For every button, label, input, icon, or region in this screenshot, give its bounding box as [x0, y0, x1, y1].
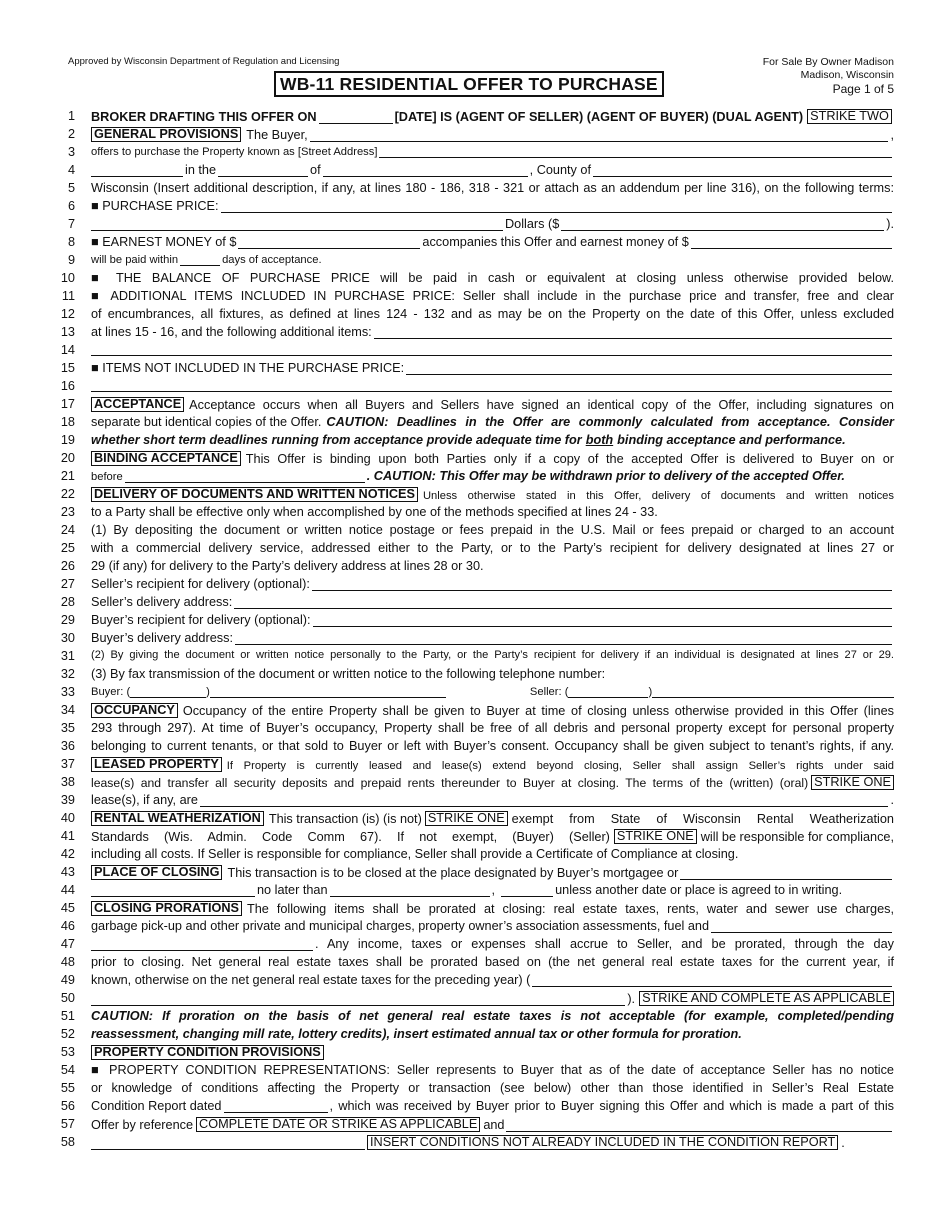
form-line-54: [0, 1062, 950, 1080]
line-text: This transaction is to be closed at the place designated by Buyer’s mortgagee or: [227, 866, 679, 880]
line-text: known, otherwise on the net general real estate taxes for the preceding year) (: [91, 973, 531, 987]
line-text: , which was received by Buyer prior to Buyer signing this Offer and which is made a part of this: [329, 1099, 894, 1113]
proration-items-field[interactable]: [711, 920, 892, 933]
line-number: 57: [60, 1117, 75, 1131]
line-number: 10: [60, 271, 75, 285]
municipality-type-field[interactable]: [91, 164, 183, 177]
section-heading: GENERAL PROVISIONS: [91, 127, 241, 142]
line-text: Seller’s delivery address:: [91, 595, 233, 609]
earnest-days-field[interactable]: [180, 253, 220, 266]
caution-text: binding acceptance and performance.: [617, 433, 846, 447]
form-title: WB-11 RESIDENTIAL OFFER TO PURCHASE: [274, 71, 664, 97]
form-line-30: [0, 630, 950, 648]
form-line-42: [0, 846, 950, 864]
buyer-name-field[interactable]: [310, 129, 889, 142]
line-text: .: [890, 793, 894, 807]
line-text: (2) By giving the document or written notice personally to the Party, or the Party’s recipient for delivery if an individual is designated at lines 27 or 29.: [91, 649, 894, 661]
line-text: The following items shall be prorated at closing: real estate taxes, rents, water and sewer use charges,: [246, 902, 894, 916]
form-line-7: [0, 216, 950, 234]
form-line-43: [0, 864, 950, 882]
form-line-13: [0, 324, 950, 342]
closing-place-field-2[interactable]: [91, 884, 255, 897]
buyer-fax-area-field[interactable]: [130, 685, 206, 698]
line-number: 22: [60, 487, 75, 501]
form-line-39: [0, 792, 950, 810]
line-text: Wisconsin (Insert additional description, if any, at lines 180 - 186, 318 - 321 or attach as an addendum per line 316), on the following terms:: [91, 181, 894, 195]
form-line-45: [0, 900, 950, 918]
line-text: belonging to current tenants, or that sold to Buyer or left with Buyer’s consent. Occupancy shall be given subject to tenant’s rights, if any.: [91, 739, 894, 753]
form-line-28: [0, 594, 950, 612]
form-line-53: [0, 1044, 950, 1062]
line-text: lease(s) and transfer all security deposits and prepaid rents thereunder to Buyer at closing. The terms of the (written) (oral): [91, 776, 809, 790]
line-number: 50: [60, 991, 75, 1005]
line-number: 11: [61, 289, 75, 303]
line-text: will be paid within: [91, 254, 179, 266]
line-number: 38: [60, 775, 75, 789]
line-number: 3: [67, 145, 75, 159]
line-text: in the: [185, 163, 217, 177]
line-text: and: [483, 1118, 505, 1132]
form-line-15: [0, 360, 950, 378]
earnest-money-field[interactable]: [238, 236, 420, 249]
form-line-36: [0, 738, 950, 756]
page-number: Page 1 of 5: [832, 82, 894, 96]
closing-date-field[interactable]: [330, 884, 490, 897]
line-text: with a commercial delivery service, addressed either to the Party, or to the Party’s recipient for delivery designated at lines 27 or: [91, 541, 894, 555]
line-number: 20: [60, 451, 75, 465]
form-line-29: [0, 612, 950, 630]
form-line-5: [0, 180, 950, 198]
excluded-items-field-2[interactable]: [91, 379, 892, 392]
form-line-11: [0, 288, 950, 306]
form-line-37: [0, 756, 950, 774]
line-number: 13: [60, 325, 75, 339]
additional-earnest-money-field[interactable]: [691, 236, 892, 249]
line-text: Condition Report dated: [91, 1099, 222, 1113]
line-number: 21: [60, 469, 75, 483]
line-text: ■ PURCHASE PRICE:: [91, 199, 219, 213]
purchase-price-words-field-2[interactable]: [91, 218, 503, 231]
form-line-16: [0, 378, 950, 396]
form-line-40: [0, 810, 950, 828]
form-line-52: [0, 1026, 950, 1044]
line-text: at lines 15 - 16, and the following additional items:: [91, 325, 372, 339]
line-number: 30: [60, 631, 75, 645]
form-line-35: [0, 720, 950, 738]
line-number: 42: [60, 847, 75, 861]
line-text: separate but identical copies of the Offer.: [91, 415, 322, 429]
line-number: 52: [60, 1027, 75, 1041]
line-text: This transaction (is) (is not): [268, 812, 422, 826]
line-text: of: [310, 163, 321, 177]
strike-one-box: STRIKE ONE: [614, 829, 697, 844]
line-text: ): [206, 686, 210, 698]
form-line-14: [0, 342, 950, 360]
line-text: Seller’s recipient for delivery (optional):: [91, 577, 310, 591]
line-text: Buyer’s recipient for delivery (optional):: [91, 613, 311, 627]
form-line-1: [0, 108, 950, 126]
form-line-58: [0, 1134, 950, 1152]
line-number: 34: [60, 703, 75, 717]
purchase-price-amount-field[interactable]: [561, 218, 884, 231]
form-line-22: [0, 486, 950, 504]
line-number: 56: [60, 1099, 75, 1113]
caution-text: whether short term deadlines running from acceptance provide adequate time for: [91, 433, 582, 447]
line-number: 26: [60, 559, 75, 573]
seller-fax-field[interactable]: [652, 685, 894, 698]
strike-one-box: STRIKE ONE: [811, 775, 894, 790]
line-text: ).: [886, 217, 894, 231]
form-line-57: [0, 1116, 950, 1134]
additional-items-field-2[interactable]: [91, 343, 892, 356]
street-address-field[interactable]: [379, 145, 892, 158]
line-number: 51: [60, 1009, 75, 1023]
line-number: 1: [67, 109, 75, 123]
line-number: 12: [60, 307, 75, 321]
line-text: .: [841, 1136, 845, 1150]
complete-date-box: COMPLETE DATE OR STRIKE AS APPLICABLE: [196, 1117, 480, 1132]
form-line-51: [0, 1008, 950, 1026]
line-text: [DATE] IS (AGENT OF SELLER) (AGENT OF BUYER) (DUAL AGENT): [394, 110, 804, 124]
line-number: 41: [60, 829, 75, 843]
tax-proration-field[interactable]: [532, 974, 892, 987]
line-number: 23: [60, 505, 75, 519]
form-line-46: [0, 918, 950, 936]
proration-items-field-2[interactable]: [91, 938, 313, 951]
line-number: 39: [60, 793, 75, 807]
form-line-18: [0, 414, 950, 432]
line-text: Buyer: (: [91, 686, 131, 698]
line-number: 53: [60, 1045, 75, 1059]
form-line-2: [0, 126, 950, 144]
form-line-17: [0, 396, 950, 414]
line-text: ,: [890, 128, 894, 142]
form-line-10: [0, 270, 950, 288]
line-text: This Offer is binding upon both Parties only if a copy of the accepted Offer is delivered to Buyer on or: [245, 452, 894, 466]
form-line-26: [0, 558, 950, 576]
insert-conditions-box: INSERT CONDITIONS NOT ALREADY INCLUDED IN THE CONDITION REPORT: [367, 1135, 838, 1150]
line-number: 35: [60, 721, 75, 735]
form-line-3: [0, 144, 950, 162]
line-number: 44: [60, 883, 75, 897]
line-text: ).: [627, 992, 636, 1006]
line-text: (3) By fax transmission of the document or written notice to the following telephone number:: [91, 667, 606, 681]
form-line-25: [0, 540, 950, 558]
line-text: ■ THE BALANCE OF PURCHASE PRICE will be paid in cash or equivalent at closing unless otherwise provided below.: [91, 271, 894, 285]
seller-name: For Sale By Owner Madison: [762, 56, 894, 68]
form-line-24: [0, 522, 950, 540]
seller-address-field[interactable]: [234, 596, 892, 609]
caution-text: CAUTION: Deadlines in the Offer are commonly calculated from acceptance. Consider: [326, 415, 894, 429]
line-number: 37: [60, 757, 75, 771]
acceptance-deadline-field[interactable]: [125, 470, 365, 483]
line-number: 16: [60, 379, 75, 393]
municipality-field[interactable]: [218, 164, 308, 177]
form-line-38: [0, 774, 950, 792]
section-heading: RENTAL WEATHERIZATION: [91, 811, 264, 826]
line-number: 8: [67, 235, 75, 249]
line-text: ■ PROPERTY CONDITION REPRESENTATIONS: Seller represents to Buyer that as of the date of acceptance Seller has no notice: [91, 1063, 894, 1077]
line-number: 40: [60, 811, 75, 825]
closing-year-field[interactable]: [501, 884, 553, 897]
buyer-fax-field[interactable]: [210, 685, 446, 698]
seller-recipient-field[interactable]: [312, 578, 892, 591]
seller-fax-area-field[interactable]: [568, 685, 648, 698]
line-number: 47: [60, 937, 75, 951]
form-line-56: [0, 1098, 950, 1116]
line-text: , County of: [529, 163, 591, 177]
line-number: 32: [60, 667, 75, 681]
line-number: 43: [60, 865, 75, 879]
additional-items-field[interactable]: [374, 326, 892, 339]
line-text: before: [91, 471, 123, 483]
form-line-31: [0, 648, 950, 666]
line-text: Dollars ($: [505, 217, 560, 231]
line-number: 46: [60, 919, 75, 933]
caution-emphasis: both: [585, 433, 614, 447]
caution-text: . CAUTION: This Offer may be withdrawn prior to delivery of the accepted Offer.: [366, 469, 845, 483]
line-text: ■ EARNEST MONEY of $: [91, 235, 237, 249]
condition-report-date-field[interactable]: [224, 1100, 328, 1113]
municipality-name-field[interactable]: [323, 164, 528, 177]
form-line-8: [0, 234, 950, 252]
line-number: 9: [67, 253, 75, 267]
form-line-23: [0, 504, 950, 522]
line-number: 17: [60, 397, 75, 411]
line-text: ,: [491, 883, 496, 897]
line-number: 49: [60, 973, 75, 987]
form-line-21: [0, 468, 950, 486]
line-text: or knowledge of conditions affecting the Property or transaction (see below) other than those identified in Seller’s Real Estate: [91, 1081, 894, 1095]
line-text: unless another date or place is agreed to in writing.: [555, 883, 843, 897]
form-line-6: [0, 198, 950, 216]
line-number: 15: [60, 361, 75, 375]
line-text: offers to purchase the Property known as [Street Address]: [91, 146, 378, 158]
line-number: 28: [60, 595, 75, 609]
form-line-44: [0, 882, 950, 900]
line-text: no later than: [257, 883, 328, 897]
line-text: Acceptance occurs when all Buyers and Sellers have signed an identical copy of the Offer, including signatures on: [189, 398, 894, 412]
line-text: Standards (Wis. Admin. Code Comm 67). If not exempt, (Buyer) (Seller): [91, 830, 610, 844]
line-number: 4: [67, 163, 75, 177]
line-number: 18: [60, 415, 75, 429]
line-number: 14: [60, 343, 75, 357]
approval-note: Approved by Wisconsin Department of Regulation and Licensing: [68, 56, 340, 67]
additional-conditions-field[interactable]: [506, 1119, 892, 1132]
line-text: Occupancy of the entire Property shall be given to Buyer at time of closing unless otherwise provided in this Offer (lines: [182, 704, 894, 718]
line-number: 31: [60, 649, 75, 663]
line-text: . Any income, taxes or expenses shall accrue to Seller, and be prorated, through the day: [315, 937, 894, 951]
form-line-32: [0, 666, 950, 684]
line-text: ■ ITEMS NOT INCLUDED IN THE PURCHASE PRICE:: [91, 361, 405, 375]
line-text: Seller: (: [529, 686, 569, 698]
line-number: 25: [60, 541, 75, 555]
line-text: will be responsible for compliance,: [700, 830, 894, 844]
form-line-49: [0, 972, 950, 990]
line-text: prior to closing. Net general real estate taxes shall be prorated based on (the net general real estate taxes for the current year, if: [91, 955, 894, 969]
section-heading: OCCUPANCY: [91, 703, 178, 718]
form-line-4: [0, 162, 950, 180]
line-text: including all costs. If Seller is responsible for compliance, Seller shall provide a Certificate of Compliance at closing.: [91, 847, 739, 861]
form-line-48: [0, 954, 950, 972]
form-line-33: [0, 684, 950, 702]
section-heading: PROPERTY CONDITION PROVISIONS: [91, 1045, 324, 1060]
purchase-price-words-field[interactable]: [221, 200, 892, 213]
section-heading: LEASED PROPERTY: [91, 757, 222, 772]
county-field[interactable]: [593, 164, 892, 177]
form-line-55: [0, 1080, 950, 1098]
form-line-41: [0, 828, 950, 846]
closing-place-field[interactable]: [680, 867, 892, 880]
line-text: of encumbrances, all fixtures, as defined at lines 124 - 132 and as may be on the Property on the date of this Offer, unless excluded: [91, 307, 894, 321]
section-heading: BINDING ACCEPTANCE: [91, 451, 241, 466]
excluded-items-field[interactable]: [406, 362, 892, 375]
line-text: Buyer’s delivery address:: [91, 631, 233, 645]
line-text: If Property is currently leased and lease(s) extend beyond closing, Seller shall assign Seller’s rights under said: [226, 760, 894, 772]
strike-complete-box: STRIKE AND COMPLETE AS APPLICABLE: [639, 991, 894, 1006]
line-number: 36: [60, 739, 75, 753]
line-text: ■ ADDITIONAL ITEMS INCLUDED IN PURCHASE PRICE: Seller shall include in the purchase price and transfer, free and clear: [91, 289, 894, 303]
form-line-47: [0, 936, 950, 954]
line-text: to a Party shall be effective only when accomplished by one of the methods specified at lines 24 - 33.: [91, 505, 658, 519]
line-number: 58: [60, 1135, 75, 1149]
additional-conditions-field-2[interactable]: [91, 1137, 365, 1150]
form-line-19: [0, 432, 950, 450]
buyer-recipient-field[interactable]: [313, 614, 892, 627]
form-line-20: [0, 450, 950, 468]
line-text: accompanies this Offer and earnest money of $: [422, 235, 689, 249]
form-line-9: [0, 252, 950, 270]
line-text: BROKER DRAFTING THIS OFFER ON: [91, 110, 317, 124]
lease-terms-field[interactable]: [200, 794, 889, 807]
line-number: 45: [60, 901, 75, 915]
line-text: exempt from State of Wisconsin Rental Weatherization: [511, 812, 894, 826]
strike-two-box: STRIKE TWO: [807, 109, 892, 124]
line-text: 29 (if any) for delivery to the Party’s delivery address at lines 28 or 30.: [91, 559, 484, 573]
line-number: 5: [67, 181, 75, 195]
drafting-date-field[interactable]: [319, 111, 393, 124]
section-heading: PLACE OF CLOSING: [91, 865, 222, 880]
line-number: 2: [67, 127, 75, 141]
line-text: (1) By depositing the document or written notice postage or fees prepaid in the U.S. Mail or fees prepaid or charged to an account: [91, 523, 894, 537]
line-number: 33: [60, 685, 75, 699]
header-right: [763, 56, 894, 96]
line-text: days of acceptance.: [222, 254, 322, 266]
line-number: 54: [60, 1063, 75, 1077]
line-text: ): [648, 686, 653, 698]
line-number: 24: [60, 523, 75, 537]
line-number: 29: [60, 613, 75, 627]
line-text: 293 through 297). At time of Buyer’s occupancy, Property shall be free of all debris and personal property except for personal property: [91, 721, 894, 735]
line-number: 19: [60, 433, 75, 447]
section-heading: CLOSING PRORATIONS: [91, 901, 242, 916]
caution-text: reassessment, changing mill rate, lottery credits), insert estimated annual tax or other formula for proration.: [91, 1027, 742, 1041]
form-line-27: [0, 576, 950, 594]
line-text: lease(s), if any, are: [91, 793, 198, 807]
strike-one-box: STRIKE ONE: [425, 811, 508, 826]
form-line-34: [0, 702, 950, 720]
line-number: 6: [67, 199, 75, 213]
line-number: 27: [60, 577, 75, 591]
section-heading: ACCEPTANCE: [91, 397, 184, 412]
section-heading: DELIVERY OF DOCUMENTS AND WRITTEN NOTICES: [91, 487, 418, 502]
seller-location: Madison, Wisconsin: [800, 69, 894, 81]
line-text: Offer by reference: [91, 1118, 194, 1132]
line-text: Unless otherwise stated in this Offer, delivery of documents and written notices: [422, 490, 894, 502]
tax-proration-field-2[interactable]: [91, 993, 625, 1006]
line-number: 48: [60, 955, 75, 969]
caution-text: CAUTION: If proration on the basis of net general real estate taxes is not acceptable (for example, completed/pending: [91, 1009, 894, 1023]
line-text: garbage pick-up and other private and municipal charges, property owner’s association assessments, fuel and: [91, 919, 710, 933]
form-line-50: [0, 990, 950, 1008]
form-line-12: [0, 306, 950, 324]
line-text: The Buyer,: [246, 128, 308, 142]
line-number: 55: [60, 1081, 75, 1095]
buyer-address-field[interactable]: [235, 632, 892, 645]
line-number: 7: [67, 217, 75, 231]
